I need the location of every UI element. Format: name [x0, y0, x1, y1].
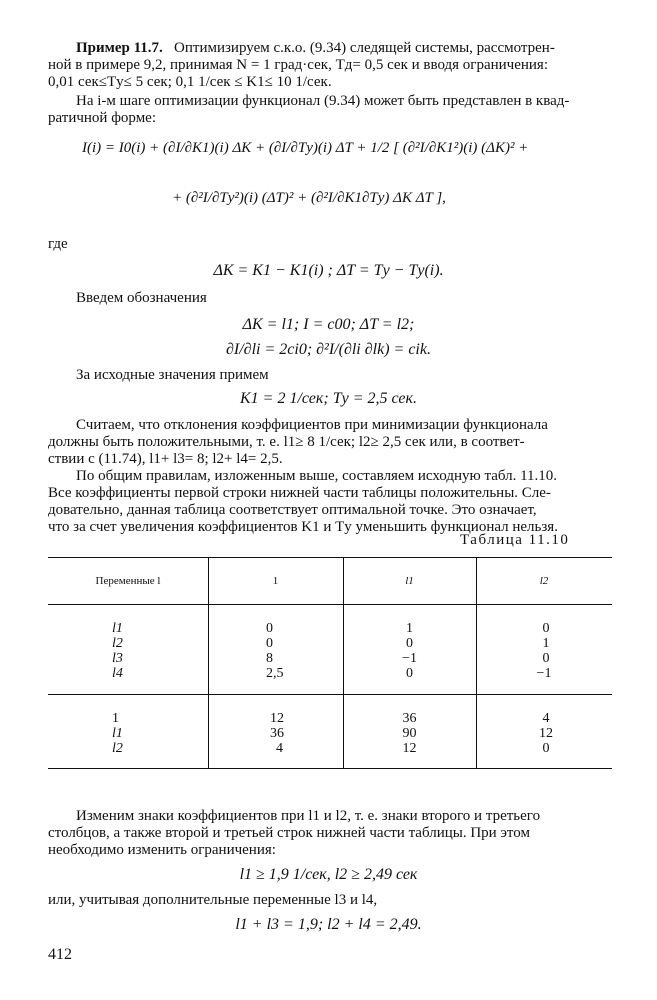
- table-cell: 4: [542, 711, 550, 726]
- equation-notation1: ΔK = l1; I = c00; ΔT = l2;: [242, 316, 415, 333]
- table-top-rule: [48, 557, 612, 558]
- page-number: 412: [48, 946, 72, 963]
- table-header-col1: 1: [272, 575, 279, 587]
- para6: или, учитывая дополнительные переменные l3 и l4,: [48, 892, 378, 908]
- para5-line2: столбцов, а также второй и третьей строк нижней части таблицы. При этом: [48, 825, 530, 841]
- table-cell: 1: [542, 636, 550, 651]
- table-row-label: 1: [112, 711, 119, 726]
- equation-delta: ΔK = K1 − K1(i) ; ΔT = Tу − Tу(i).: [213, 262, 444, 279]
- table-cell: 2,5: [266, 666, 284, 681]
- table-row-label: l1: [112, 726, 123, 741]
- table-cell: 36: [402, 711, 417, 726]
- table-cell: 8: [266, 651, 273, 666]
- table-cell: 12: [539, 726, 553, 741]
- table-row-label: l2: [112, 741, 123, 756]
- para1-line1: Оптимизируем с.к.о. (9.34) следящей системы, рассмотрен-: [174, 40, 555, 56]
- para2-line1: На i-м шаге оптимизации функционал (9.34) может быть представлен в квад-: [76, 93, 570, 109]
- table-cell: 0: [406, 666, 413, 681]
- where-label: где: [48, 236, 68, 252]
- table-cell: 0: [542, 621, 550, 636]
- table-cell: 0: [406, 636, 413, 651]
- example-paragraph: [76, 40, 555, 57]
- para3-line1: Считаем, что отклонения коэффициентов при минимизации функционала: [76, 417, 548, 433]
- table-caption: Таблица 11.10: [460, 532, 570, 548]
- table-cell: 0: [542, 741, 550, 756]
- table-cell: 12: [402, 741, 417, 756]
- table-cell: −1: [536, 666, 552, 681]
- equation-initial: K1 = 2 1/сек; Tу = 2,5 сек.: [240, 390, 417, 407]
- table-header-variables: Переменные l: [95, 575, 161, 587]
- para5-line3: необходимо изменить ограничения:: [48, 842, 276, 858]
- table-bottom-rule: [48, 768, 612, 769]
- equation-final: l1 + l3 = 1,9; l2 + l4 = 2,49.: [235, 916, 422, 933]
- equation-constraints: l1 ≥ 1,9 1/сек, l2 ≥ 2,49 сек: [239, 866, 418, 883]
- example-heading: Пример 11.7.: [76, 40, 163, 56]
- table-header-rule: [48, 604, 612, 605]
- table-row-label: l2: [112, 636, 123, 651]
- para1-line3: 0,01 сек≤Tу≤ 5 сек; 0,1 1/сек ≤ K1≤ 10 1/сек.: [48, 74, 332, 90]
- table-cell: 0: [266, 621, 273, 636]
- table-row-label: l1: [112, 621, 123, 636]
- table-row-label: l3: [112, 651, 123, 666]
- initial-label: За исходные значения примем: [76, 367, 269, 383]
- table-cell: 36: [270, 726, 284, 741]
- para2-line2: ратичной форме:: [48, 110, 157, 126]
- table-header-col2: l1: [405, 575, 414, 587]
- table-cell: 4: [276, 741, 283, 756]
- para3-line2: должны быть положительными, т. е. l1≥ 8 1/сек; l2≥ 2,5 сек или, в соответ-: [48, 434, 525, 450]
- table-cell: 1: [406, 621, 413, 636]
- para3-line3: ствии с (11.74), l1+ l3= 8; l2+ l4= 2,5.: [48, 451, 283, 467]
- para1-line2: ной в примере 9,2, принимая N = 1 град·сек, Tд= 0,5 сек и вводя ограничения:: [48, 57, 548, 73]
- table-cell: 12: [270, 711, 284, 726]
- table-cell: 0: [266, 636, 273, 651]
- table-section-rule: [48, 694, 612, 695]
- table-cell: −1: [402, 651, 417, 666]
- para4-line4: что за счет увеличения коэффициентов K1 и Tу уменьшить функционал нельзя.: [48, 519, 558, 535]
- table-row-label: l4: [112, 666, 123, 681]
- para5-line1: Изменим знаки коэффициентов при l1 и l2, т. е. знаки второго и третьего: [76, 808, 541, 824]
- notation-label: Введем обозначения: [76, 290, 207, 306]
- para4-line2: Все коэффициенты первой строки нижней части таблицы положительны. Сле-: [48, 485, 551, 501]
- table-cell: 90: [402, 726, 417, 741]
- para4-line3: довательно, данная таблица соответствует оптимальной точке. Это означает,: [48, 502, 537, 518]
- equation-main-line1: I(i) = I0(i) + (∂I/∂K1)(i) ΔK + (∂I/∂Tу)(i) ΔT + 1/2 [ (∂²I/∂K1²)(i) (ΔK)² +: [82, 140, 529, 156]
- para4-line1: По общим правилам, изложенным выше, составляем исходную табл. 11.10.: [76, 468, 558, 484]
- equation-main-line2: + (∂²I/∂Tу²)(i) (ΔT)² + (∂²I/∂K1∂Tу) ΔK ΔT ],: [172, 190, 446, 206]
- table-header-col3: l2: [539, 575, 549, 587]
- equation-notation2: ∂I/∂li = 2ci0; ∂²I/(∂li ∂lk) = cik.: [226, 341, 431, 358]
- table-cell: 0: [542, 651, 550, 666]
